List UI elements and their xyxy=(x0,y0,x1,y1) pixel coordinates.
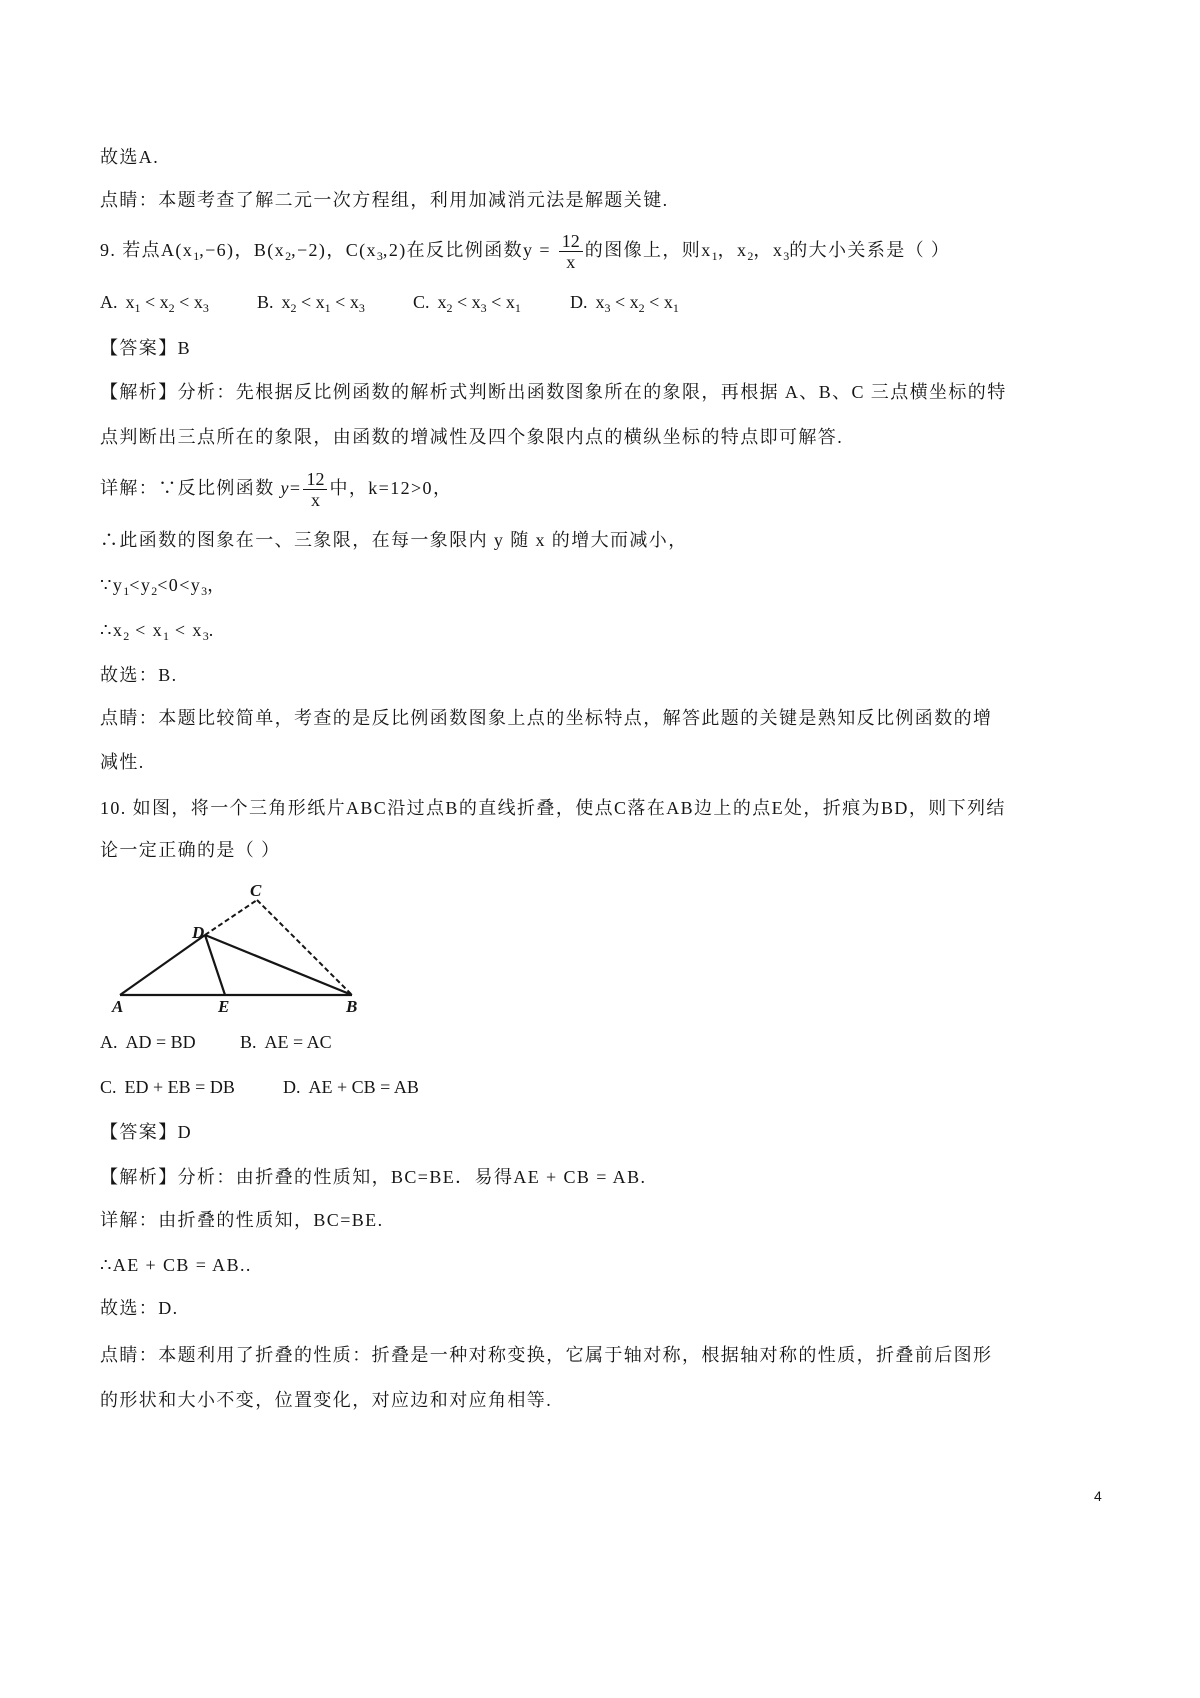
point-c-close: ,2) xyxy=(382,240,407,260)
term-sub: 1 xyxy=(514,301,521,315)
label-b: B xyxy=(346,997,358,1015)
var-x: x xyxy=(192,620,203,640)
point-a-open: A(x xyxy=(161,240,194,260)
comma: ， xyxy=(326,240,346,260)
term: x xyxy=(193,292,203,312)
term-sub: 3 xyxy=(358,301,365,315)
term: x xyxy=(349,292,359,312)
term: x xyxy=(437,292,447,312)
q10-option-b xyxy=(240,1030,332,1054)
q9-detail xyxy=(100,466,452,510)
q9-point-b xyxy=(253,240,327,263)
option-label: D. xyxy=(570,292,588,312)
q9-option-b xyxy=(257,290,365,320)
option-text: ED + EB = DB xyxy=(124,1077,235,1097)
var-sub: 3 xyxy=(783,249,790,263)
var-x: x xyxy=(152,620,164,640)
var-sub: 1 xyxy=(163,629,170,643)
term-sub: 3 xyxy=(604,301,611,315)
step-end: ， xyxy=(207,575,227,595)
label-a: A xyxy=(112,997,124,1015)
q10-answer: 【答案】D xyxy=(100,1122,192,1142)
q9-after-func: 的图像上，则 xyxy=(584,240,702,260)
term-sub: 3 xyxy=(480,301,487,315)
term-sub: 3 xyxy=(202,301,209,315)
q9-stem-prefix: 9. 若点 xyxy=(100,240,161,260)
term: x xyxy=(125,292,135,312)
q10-conclusion: 故选：D. xyxy=(100,1298,179,1318)
q9-answer: 【答案】B xyxy=(100,338,192,358)
q9-analysis-line-2: 点判断出三点所在的象限，由函数的增减性及四个象限内点的横纵坐标的特点即可解答. xyxy=(100,427,844,447)
zero: 0 xyxy=(168,575,180,595)
option-label: C. xyxy=(413,292,430,312)
term-sub: 2 xyxy=(638,301,645,315)
point-b-open: B(x xyxy=(253,240,286,260)
q9-point-a xyxy=(161,240,235,263)
point-a-close: ,−6) xyxy=(199,240,235,260)
q9-option-a xyxy=(100,290,209,320)
y-sub: 3 xyxy=(201,584,208,598)
term: x xyxy=(315,292,325,312)
fraction-numerator: 12 xyxy=(559,231,583,252)
detail-suffix: 中，k=12>0， xyxy=(329,478,453,498)
func-lhs: y = xyxy=(523,240,557,260)
less-than: < xyxy=(174,292,194,312)
q9-analysis-line-1: 【解析】分析：先根据反比例函数的解析式判断出函数图象所在的象限，再根据 A、B、C 三点横坐标的特 xyxy=(100,382,1007,402)
term-sub: 1 xyxy=(324,301,331,315)
y-sub: 1 xyxy=(123,584,130,598)
page-number: 4 xyxy=(1094,1488,1102,1504)
less-than: < xyxy=(486,292,506,312)
q9-comment-line-1: 点睛：本题比较简单，考查的是反比例函数图象上点的坐标特点，解答此题的关键是熟知反比例函数的增 xyxy=(100,708,993,728)
q9-stem-suffix: 的大小关系是（ ） xyxy=(789,240,951,260)
q9-comment-line-2: 减性. xyxy=(100,752,145,772)
fraction-denominator: x xyxy=(566,252,576,273)
var-sub: 2 xyxy=(747,249,754,263)
option-label: A. xyxy=(100,292,118,312)
less-than: < xyxy=(330,292,350,312)
q10-comment-line-2: 的形状和大小不变，位置变化，对应边和对应角相等. xyxy=(100,1390,553,1410)
var-sub: 3 xyxy=(202,629,209,643)
term-sub: 2 xyxy=(290,301,297,315)
q10-step: ∴AE + CB = AB.. xyxy=(100,1255,252,1275)
y-term: y xyxy=(190,575,202,595)
q10-comment-line-1: 点睛：本题利用了折叠的性质：折叠是一种对称变换，它属于轴对称，根据轴对称的性质，折叠前后图形 xyxy=(100,1345,993,1365)
point-c-open: C(x xyxy=(345,240,377,260)
point-a-sub: 1 xyxy=(193,249,200,263)
point-b-close: ,−2) xyxy=(291,240,327,260)
less-than: < xyxy=(296,292,316,312)
label-e: E xyxy=(218,997,230,1015)
y-sub: 2 xyxy=(151,584,158,598)
label-c: C xyxy=(250,881,262,900)
option-label: D. xyxy=(283,1077,301,1097)
q9-step-3 xyxy=(100,618,215,648)
q9-option-c xyxy=(413,290,521,320)
q9-step-2 xyxy=(100,573,227,603)
detail-prefix: 详解：∵反比例函数 xyxy=(100,478,281,498)
var-sub: 2 xyxy=(123,629,130,643)
label-d: D xyxy=(192,923,205,942)
segment-ad xyxy=(120,935,205,995)
var-x: x xyxy=(737,240,748,260)
option-label: B. xyxy=(240,1032,257,1052)
term: x xyxy=(629,292,639,312)
point-c-sub: 3 xyxy=(376,249,383,263)
comma: ， xyxy=(234,240,254,260)
q9-step-1: ∴此函数的图象在一、三象限，在每一象限内 y 随 x 的增大而减小， xyxy=(100,530,688,550)
less-than: < xyxy=(452,292,472,312)
term: x xyxy=(663,292,673,312)
y-term: y xyxy=(140,575,152,595)
step-end: . xyxy=(208,620,215,640)
q9-point-c xyxy=(345,240,407,263)
term-sub: 2 xyxy=(446,301,453,315)
y-term: y xyxy=(112,575,124,595)
therefore-symbol: ∴ xyxy=(100,620,113,640)
fraction-denominator: x xyxy=(310,490,320,511)
option-label: B. xyxy=(257,292,274,312)
less-than: < xyxy=(129,620,153,640)
less-than: < xyxy=(610,292,630,312)
q8-comment: 点睛：本题考查了解二元一次方程组，利用加减消元法是解题关键. xyxy=(100,190,669,210)
less-than: < xyxy=(140,292,160,312)
q9-fraction xyxy=(559,231,583,272)
q9-mid-text: 在反比例函数 xyxy=(406,240,524,260)
detail-y: y xyxy=(280,478,290,498)
fraction-numerator: 12 xyxy=(303,469,327,490)
term: x xyxy=(595,292,605,312)
segment-cb-dashed xyxy=(257,900,352,995)
less-than: < xyxy=(129,575,141,595)
triangle-fold-figure xyxy=(100,880,380,1015)
var-sub: 1 xyxy=(711,249,718,263)
less-than: < xyxy=(169,620,193,640)
var-x: x xyxy=(112,620,124,640)
q10-option-c xyxy=(100,1075,235,1099)
term-sub: 1 xyxy=(134,301,141,315)
q10-analysis: 【解析】分析：由折叠的性质知，BC=BE．易得AE + CB = AB. xyxy=(100,1167,647,1187)
segment-de xyxy=(205,935,225,995)
var-x: x xyxy=(701,240,712,260)
detail-fraction xyxy=(303,469,327,510)
q9-option-d xyxy=(570,290,679,320)
option-text: AE + CB = AB xyxy=(308,1077,419,1097)
var-x: x xyxy=(772,240,784,260)
term: x xyxy=(505,292,515,312)
q10-stem-line-2: 论一定正确的是（ ） xyxy=(100,840,281,860)
because-symbol: ∵ xyxy=(100,575,113,595)
q10-stem-line-1: 10. 如图，将一个三角形纸片ABC沿过点B的直线折叠，使点C落在AB边上的点E处，折痕为BD，则下列结 xyxy=(100,798,1006,818)
option-text: AD = BD xyxy=(125,1032,196,1052)
term: x xyxy=(281,292,291,312)
comma: ， xyxy=(753,240,773,260)
q10-detail: 详解：由折叠的性质知，BC=BE. xyxy=(100,1210,384,1230)
q10-option-a xyxy=(100,1030,196,1054)
segment-dc-dashed xyxy=(205,900,257,935)
segment-db xyxy=(205,935,352,995)
less-than: < xyxy=(644,292,664,312)
q9-stem xyxy=(100,228,950,278)
q10-option-d xyxy=(283,1075,419,1099)
term: x xyxy=(471,292,481,312)
comma: ， xyxy=(717,240,738,260)
less-than: < xyxy=(179,575,191,595)
option-text: AE = AC xyxy=(264,1032,332,1052)
term: x xyxy=(159,292,169,312)
option-label: C. xyxy=(100,1077,117,1097)
point-b-sub: 2 xyxy=(285,249,292,263)
option-label: A. xyxy=(100,1032,118,1052)
detail-eq: = xyxy=(289,478,302,498)
term-sub: 1 xyxy=(672,301,679,315)
q9-conclusion: 故选：B. xyxy=(100,665,178,685)
less-than: < xyxy=(157,575,169,595)
term-sub: 2 xyxy=(168,301,175,315)
q8-conclusion: 故选A. xyxy=(100,147,160,167)
